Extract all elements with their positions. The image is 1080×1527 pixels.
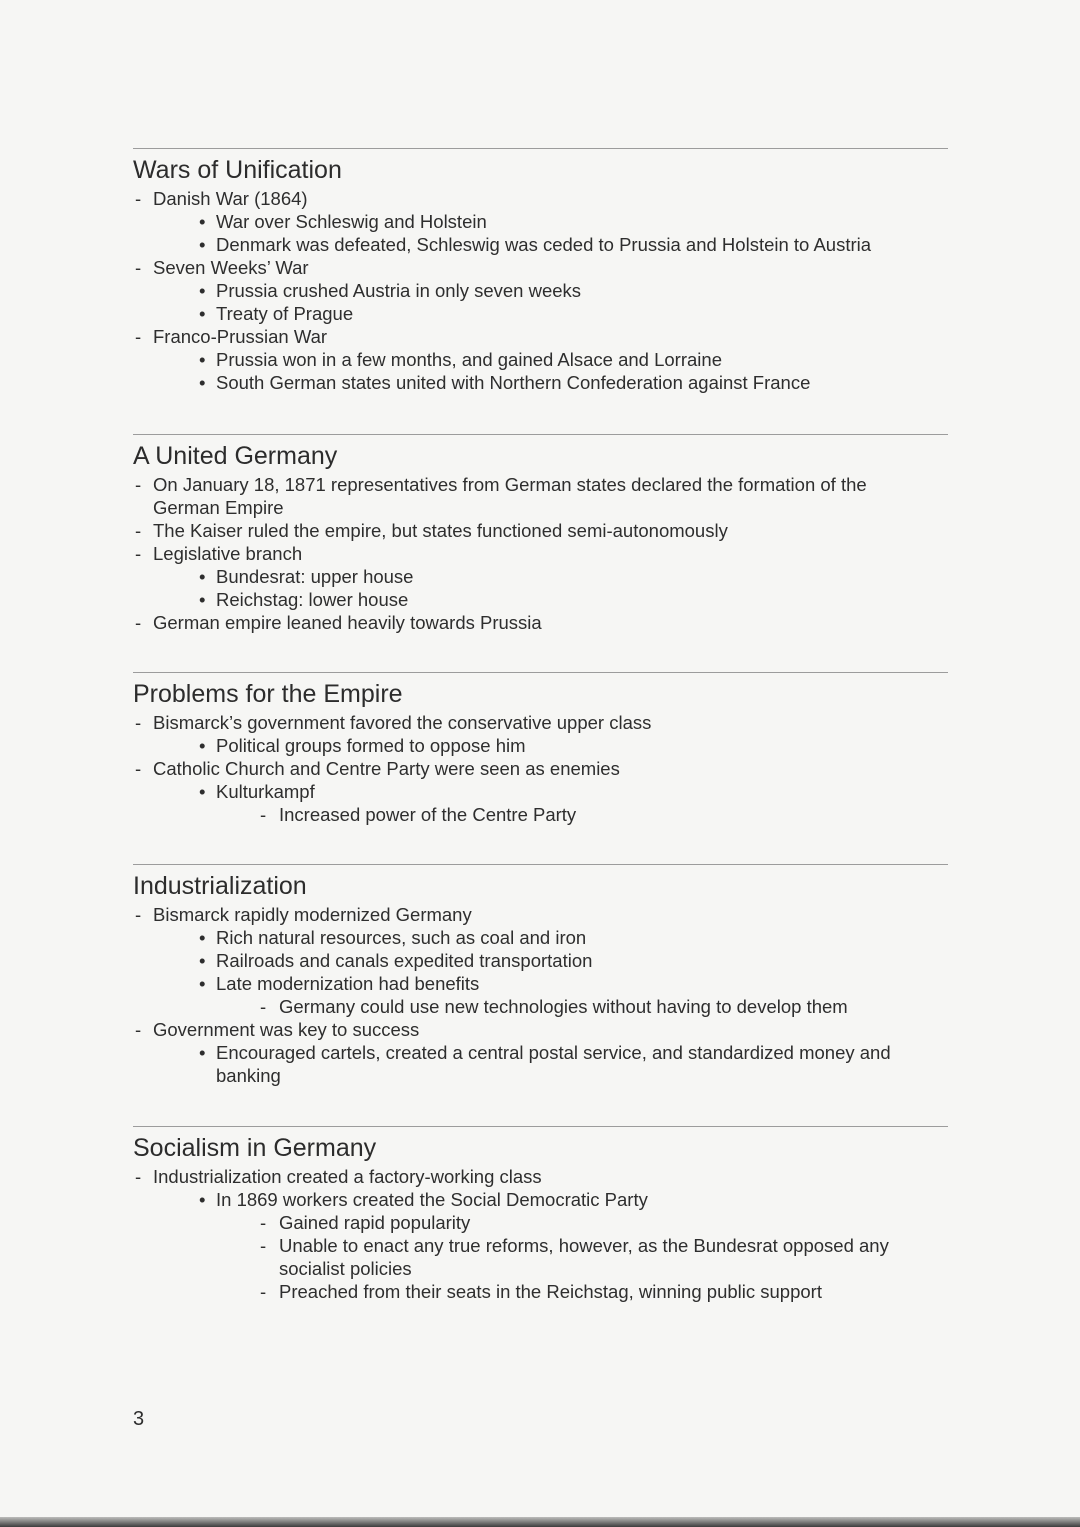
list-item-text: Late modernization had benefits — [216, 973, 480, 994]
list-item — [133, 187, 948, 210]
list-item — [133, 803, 948, 826]
list-item — [133, 1165, 948, 1188]
list-item — [133, 734, 948, 757]
list-item-text: Prussia won in a few months, and gained Alsace and Lorraine — [216, 349, 722, 370]
bullet-marker: • — [199, 303, 206, 324]
section-heading: Industrialization — [133, 872, 307, 900]
list-item — [133, 588, 948, 611]
section-industrialization — [133, 864, 948, 1087]
dash-marker: - — [135, 612, 142, 633]
bullet-marker: • — [199, 735, 206, 756]
list-item-text: Rich natural resources, such as coal and iron — [216, 927, 587, 948]
list-item — [133, 995, 948, 1018]
section-socialism-in-germany — [133, 1126, 948, 1303]
list-item — [133, 473, 893, 519]
list-item-text: War over Schleswig and Holstein — [216, 211, 487, 232]
bullet-marker: • — [199, 589, 206, 610]
list-item — [133, 519, 948, 542]
list-item — [133, 565, 948, 588]
dash-marker: - — [135, 1166, 142, 1187]
list-item — [133, 348, 948, 371]
dash-marker: - — [135, 474, 142, 495]
list-item-text: Increased power of the Centre Party — [279, 804, 577, 825]
section-problems-for-empire — [133, 672, 948, 826]
scan-bottom-edge — [0, 1517, 1080, 1527]
dash-marker: - — [135, 520, 142, 541]
list-item-text: Bismarck rapidly modernized Germany — [153, 904, 472, 925]
list-item — [133, 256, 948, 279]
list-item-text: On January 18, 1871 representatives from German states declared the formation of the German Empire — [153, 474, 867, 518]
list-item-text: South German states united with Northern Confederation against France — [216, 372, 811, 393]
bullet-marker: • — [199, 1042, 206, 1063]
list-item-text: Catholic Church and Centre Party were seen as enemies — [153, 758, 620, 779]
list-item — [133, 1018, 948, 1041]
list-item — [133, 903, 948, 926]
dash-marker: - — [260, 1281, 267, 1302]
bullet-marker: • — [199, 280, 206, 301]
section-heading: A United Germany — [133, 442, 338, 470]
list-item-text: Denmark was defeated, Schleswig was ceded to Prussia and Holstein to Austria — [216, 234, 872, 255]
dash-marker: - — [135, 712, 142, 733]
page-number: 3 — [133, 1408, 145, 1430]
bullet-marker: • — [199, 349, 206, 370]
list-item — [133, 780, 948, 803]
dash-marker: - — [135, 758, 142, 779]
bullet-marker: • — [199, 927, 206, 948]
list-item — [133, 302, 948, 325]
bullet-marker: • — [199, 372, 206, 393]
dash-marker: - — [260, 804, 267, 825]
list-item — [133, 711, 948, 734]
list-item — [133, 1280, 948, 1303]
section-divider — [133, 864, 948, 865]
list-item-text: The Kaiser ruled the empire, but states functioned semi-autonomously — [153, 520, 728, 541]
dash-marker: - — [135, 904, 142, 925]
dash-marker: - — [260, 1212, 267, 1233]
list-item — [133, 1234, 919, 1280]
list-item — [133, 1188, 948, 1211]
list-item-text: Encouraged cartels, created a central postal service, and standardized money and banking — [216, 1042, 891, 1086]
list-item-text: Railroads and canals expedited transportation — [216, 950, 593, 971]
bullet-marker: • — [199, 973, 206, 994]
section-divider — [133, 672, 948, 673]
list-item — [133, 371, 948, 394]
list-item-text: Political groups formed to oppose him — [216, 735, 526, 756]
list-item — [133, 757, 948, 780]
bullet-marker: • — [199, 234, 206, 255]
list-item-text: Germany could use new technologies without having to develop them — [279, 996, 848, 1017]
section-wars-of-unification — [133, 148, 948, 394]
section-divider — [133, 148, 948, 149]
list-item-text: Government was key to success — [153, 1019, 420, 1040]
list-item — [133, 1041, 926, 1087]
bullet-marker: • — [199, 950, 206, 971]
list-item-text: Gained rapid popularity — [279, 1212, 471, 1233]
list-item — [133, 926, 948, 949]
dash-marker: - — [135, 543, 142, 564]
section-heading: Problems for the Empire — [133, 680, 403, 708]
list-item — [133, 279, 948, 302]
list-item — [133, 949, 948, 972]
list-item-text: Bismarck’s government favored the conservative upper class — [153, 712, 652, 733]
list-item — [133, 325, 948, 348]
section-united-germany — [133, 434, 948, 634]
list-item-text: Preached from their seats in the Reichstag, winning public support — [279, 1281, 822, 1302]
list-item-text: Kulturkampf — [216, 781, 315, 802]
list-item-text: Reichstag: lower house — [216, 589, 409, 610]
section-divider — [133, 1126, 948, 1127]
list-item-text: Unable to enact any true reforms, however, as the Bundesrat opposed any socialist policies — [279, 1235, 889, 1279]
list-item-text: Bundesrat: upper house — [216, 566, 414, 587]
dash-marker: - — [135, 188, 142, 209]
list-item-text: In 1869 workers created the Social Democratic Party — [216, 1189, 648, 1210]
dash-marker: - — [260, 996, 267, 1017]
dash-marker: - — [135, 257, 142, 278]
list-item — [133, 542, 948, 565]
dash-marker: - — [260, 1235, 267, 1256]
dash-marker: - — [135, 1019, 142, 1040]
list-item — [133, 233, 948, 256]
section-heading: Socialism in Germany — [133, 1134, 377, 1162]
list-item-text: Franco-Prussian War — [153, 326, 328, 347]
list-item-text: Industrialization created a factory-working class — [153, 1166, 542, 1187]
list-item-text: Treaty of Prague — [216, 303, 354, 324]
list-item-text: German empire leaned heavily towards Prussia — [153, 612, 542, 633]
list-item-text: Seven Weeks’ War — [153, 257, 309, 278]
list-item — [133, 611, 948, 634]
list-item — [133, 972, 948, 995]
bullet-marker: • — [199, 1189, 206, 1210]
section-divider — [133, 434, 948, 435]
list-item — [133, 1211, 948, 1234]
list-item-text: Legislative branch — [153, 543, 303, 564]
bullet-marker: • — [199, 566, 206, 587]
list-item-text: Prussia crushed Austria in only seven weeks — [216, 280, 582, 301]
bullet-marker: • — [199, 211, 206, 232]
bullet-marker: • — [199, 781, 206, 802]
dash-marker: - — [135, 326, 142, 347]
list-item-text: Danish War (1864) — [153, 188, 308, 209]
section-heading: Wars of Unification — [133, 156, 342, 184]
list-item — [133, 210, 948, 233]
